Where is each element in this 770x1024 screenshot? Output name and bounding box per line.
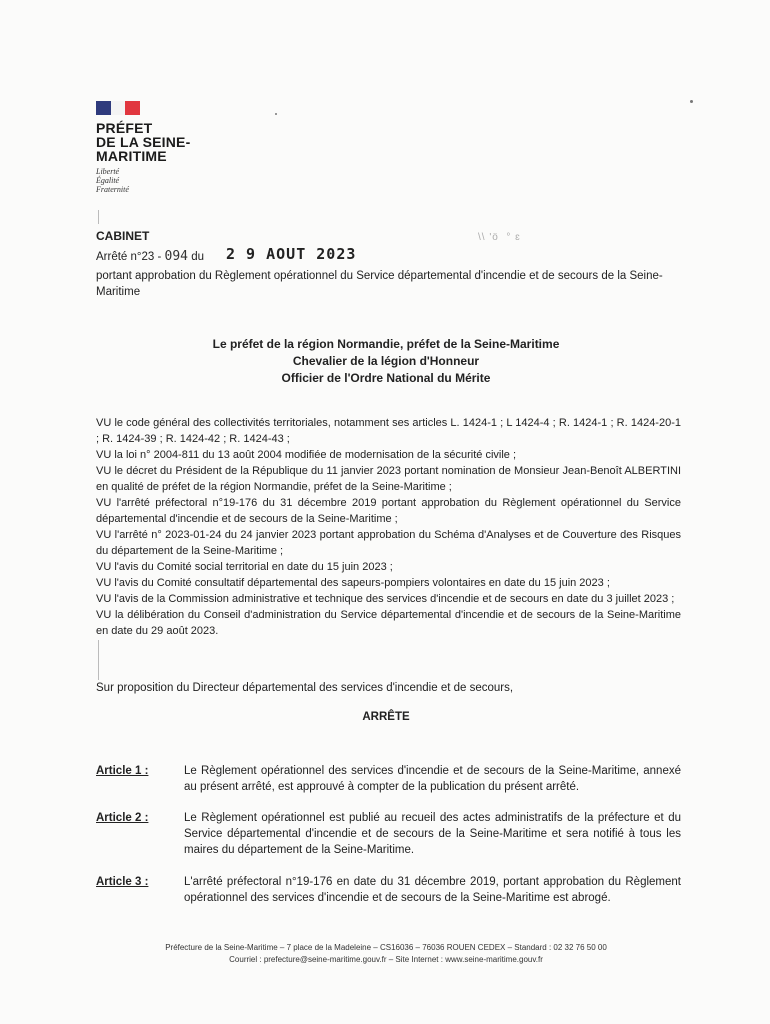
visa-item: VU l'arrêté n° 2023-01-24 du 24 janvier 2023 portant approbation du Schéma d'Analyses et de Couverture des Risques du département de la Seine-Maritime ; (96, 529, 681, 557)
logo-line: PRÉFET (96, 120, 153, 136)
motto-line: Fraternité (96, 185, 129, 194)
motto-line: Égalité (96, 176, 120, 185)
arrete-du: du (191, 251, 205, 263)
logo-line: DE LA SEINE- (96, 134, 191, 150)
article-3 (96, 874, 681, 906)
arrete-number: 094 (164, 249, 189, 264)
article-label: Article 1 : (96, 765, 149, 777)
visa-item: VU le code général des collectivités territoriales, notamment ses articles L. 1424-1 ; L 1424-4 ; R. 1424-1 ; R. 1424-20-1 ; R. 1424-39 ; R. 1424-42 ; R. 1424-43 ; (96, 417, 681, 445)
authority-line: Le préfet de la région Normandie, préfet de la Seine-Maritime (212, 337, 560, 351)
visa-item: VU le décret du Président de la République du 11 janvier 2023 portant nomination de Monsieur Jean-Benoît ALBERTINI en qualité de préfet de la région Normandie, préfet de la Seine-Maritime ; (96, 465, 681, 493)
prefecture-logo (96, 101, 190, 194)
scan-speck (690, 100, 693, 103)
scan-margin-mark (98, 210, 99, 224)
logo-line: MARITIME (96, 148, 167, 164)
article-1 (96, 763, 681, 795)
scan-margin-mark (98, 640, 99, 680)
visa-item: VU l'arrêté préfectoral n°19-176 du 31 décembre 2019 portant approbation du Règlement opérationnel du Service départemental d'incendie et de secours de la Seine-Maritime ; (96, 497, 681, 525)
scan-speck (275, 113, 277, 115)
proposition-line: Sur proposition du Directeur départemental des services d'incendie et de secours, (96, 682, 514, 694)
footer-contact: Courriel : prefecture@seine-maritime.gouv.fr – Site Internet : www.seine-maritime.gouv.fr (229, 955, 543, 964)
motto-line: Liberté (96, 167, 120, 176)
visa-item: VU l'avis du Comité social territorial en date du 15 juin 2023 ; (96, 561, 393, 573)
article-label: Article 3 : (96, 876, 149, 888)
visa-item: VU la délibération du Conseil d'administration du Service départemental d'incendie et de secours de la Seine-Maritime en date du 29 août 2023. (96, 609, 681, 637)
visa-item: VU l'avis de la Commission administrative et technique des services d'incendie et de secours en date du 3 juillet 2023 ; (96, 593, 675, 605)
article-2 (96, 810, 681, 858)
page-footer (96, 942, 676, 966)
arrete-reference (96, 249, 204, 264)
reception-stamp: \\ 'ö ° ɛ (478, 232, 521, 243)
visa-item: VU la loi n° 2004-811 du 13 août 2004 modifiée de modernisation de la sécurité civile ; (96, 449, 517, 461)
decision-title: ARRÊTE (362, 711, 410, 723)
republic-motto (96, 167, 190, 194)
footer-address: Préfecture de la Seine-Maritime – 7 place de la Madeleine – CS16036 – 76036 ROUEN CEDEX – Standard : 02 32 76 50 00 (165, 943, 607, 952)
article-label: Article 2 : (96, 812, 149, 824)
article-text: Le Règlement opérationnel des services d'incendie et de secours de la Seine-Maritime, annexé au présent arrêté, est approuvé à compter de la publication du présent arrêté. (184, 765, 681, 793)
article-text: Le Règlement opérationnel est publié au recueil des actes administratifs de la préfecture et du Service départemental d'incendie et de secours de la Seine-Maritime et sera notifié à tous les maires du département de la Seine-Maritime. (184, 812, 681, 856)
date-stamp: 2 9 AOUT 2023 (226, 245, 357, 263)
visas-list (96, 415, 681, 639)
authority-line: Officier de l'Ordre National du Mérite (281, 371, 491, 385)
marianne-flag-icon (96, 101, 140, 115)
visa-item: VU l'avis du Comité consultatif départemental des sapeurs-pompiers volontaires en date du 15 juin 2023 ; (96, 577, 610, 589)
arrete-subject: portant approbation du Règlement opérationnel du Service départemental d'incendie et de secours de la Seine-Maritime (96, 270, 663, 298)
article-text: L'arrêté préfectoral n°19-176 en date du 31 décembre 2019, portant approbation du Règlement opérationnel des services d'incendie et de secours de la Seine-Maritime est abrogé. (184, 876, 681, 904)
arrete-prefix: Arrêté n°23 - (96, 251, 162, 263)
service-name: CABINET (96, 229, 150, 243)
authority-line: Chevalier de la légion d'Honneur (292, 354, 480, 368)
authority-title (96, 336, 676, 387)
